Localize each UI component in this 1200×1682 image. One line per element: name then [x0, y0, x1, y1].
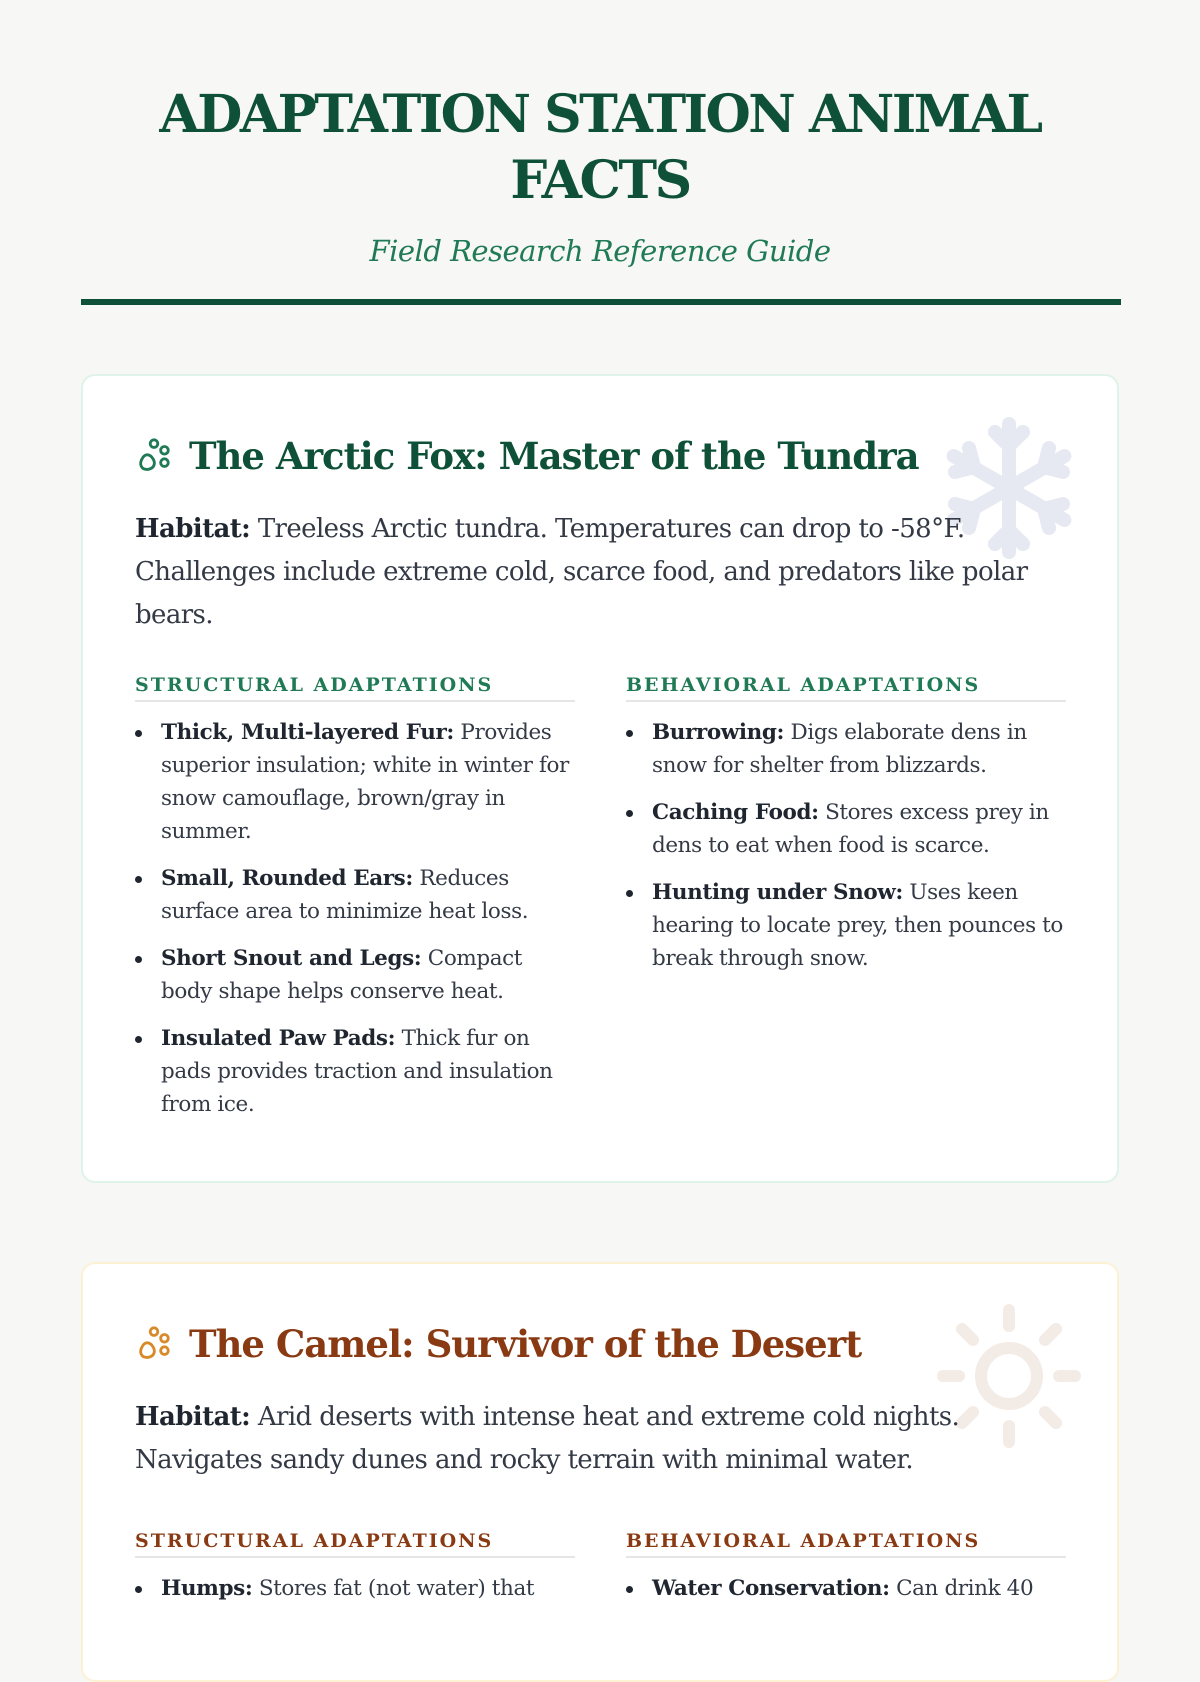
list-item: Small, Rounded Ears: Reduces surface area to minimize heat loss.: [135, 862, 575, 928]
habitat-description: [135, 1396, 1055, 1482]
list-item: Thick, Multi-layered Fur: Provides superior insulation; white in winter for snow camouflage, brown/gray in summer.: [135, 716, 575, 848]
habitat-label: Habitat:: [135, 514, 251, 544]
page-header: [0, 0, 1200, 268]
arctic-fox-card: [81, 374, 1119, 1183]
card-title: The Arctic Fox: Master of the Tundra: [189, 434, 919, 478]
list-item: Humps: Stores fat (not water) that: [135, 1572, 575, 1605]
paw-icon: [135, 1325, 173, 1363]
section-heading: BEHAVIORAL ADAPTATIONS: [626, 674, 1066, 702]
page-subtitle: Field Research Reference Guide: [369, 234, 831, 268]
list-item: Hunting under Snow: Uses keen hearing to locate prey, then pounces to break through snow.: [626, 876, 1066, 975]
list-item: Caching Food: Stores excess prey in dens to eat when food is scarce.: [626, 796, 1066, 862]
structural-adaptations: [135, 674, 575, 1135]
list-item: Burrowing: Digs elaborate dens in snow for shelter from blizzards.: [626, 716, 1066, 782]
behavioral-adaptations: [626, 674, 1066, 989]
section-heading: STRUCTURAL ADAPTATIONS: [135, 1530, 575, 1558]
list-item: Insulated Paw Pads: Thick fur on pads provides traction and insulation from ice.: [135, 1022, 575, 1121]
behavioral-adaptations: [626, 1530, 1066, 1619]
card-header: [135, 1322, 861, 1366]
structural-adaptations: [135, 1530, 575, 1619]
page-title: ADAPTATION STATION ANIMAL FACTS: [159, 84, 1041, 211]
section-heading: STRUCTURAL ADAPTATIONS: [135, 674, 575, 702]
habitat-label: Habitat:: [135, 1402, 251, 1432]
habitat-text: Arid deserts with intense heat and extreme cold nights. Navigates sandy dunes and rocky terrain with minimal water.: [135, 1402, 960, 1475]
paw-icon: [135, 437, 173, 475]
habitat-text: Treeless Arctic tundra. Temperatures can drop to -58°F. Challenges include extreme cold, scarce food, and predators like polar bears.: [135, 514, 1028, 630]
card-title: The Camel: Survivor of the Desert: [189, 1322, 862, 1366]
section-heading: BEHAVIORAL ADAPTATIONS: [626, 1530, 1066, 1558]
card-header: [135, 434, 919, 478]
list-item: Short Snout and Legs: Compact body shape helps conserve heat.: [135, 942, 575, 1008]
list-item: Water Conservation: Can drink 40: [626, 1572, 1066, 1605]
header-divider: [81, 299, 1121, 305]
habitat-description: [135, 508, 1055, 637]
camel-card: [81, 1262, 1119, 1682]
